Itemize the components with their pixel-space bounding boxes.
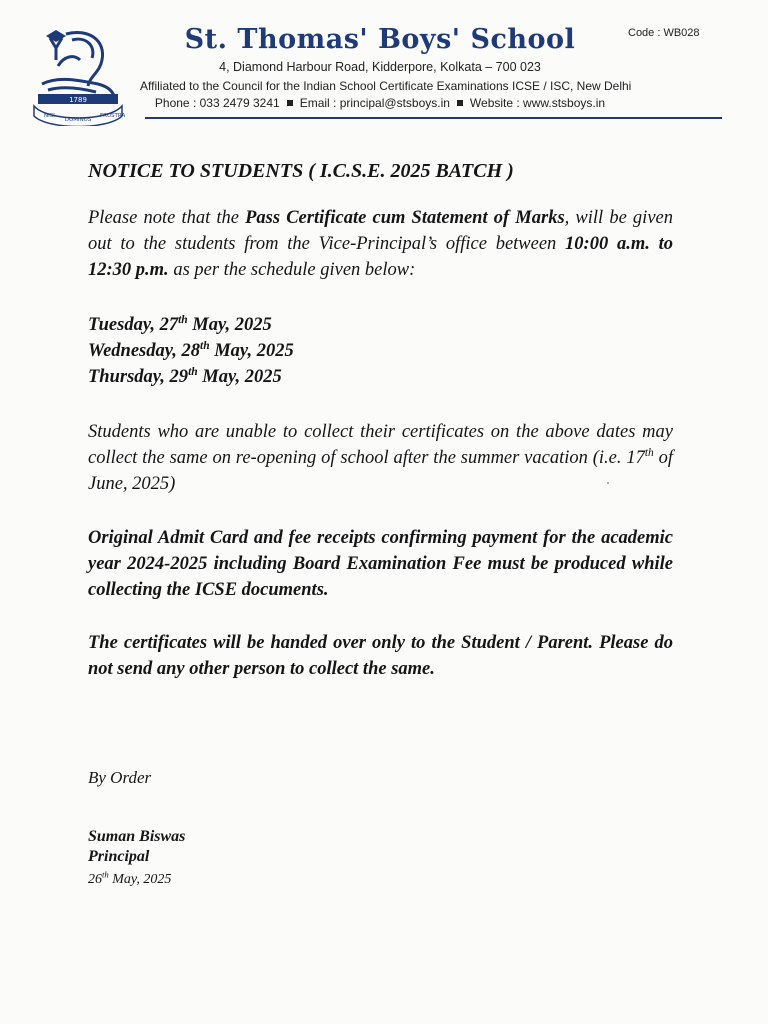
logo-motto-right: FRUSTRA [100, 113, 126, 119]
logo-motto-left: NISI [44, 113, 55, 119]
schedule-date: Wednesday, 28th May, 2025 [88, 339, 294, 361]
p2-text-b: of June, 2025) [88, 448, 674, 494]
signer-name: Suman Biswas [88, 828, 186, 845]
p1-bold-certificate: Pass Certificate cum Statement of Marks [245, 208, 565, 228]
by-order: By Order [88, 768, 152, 787]
p2-text-a: Students who are unable to collect their certificates on the above dates may collect the same on re-opening of school after the summer vacation (i.e. 17 [88, 422, 673, 468]
school-crest-logo [28, 26, 128, 126]
header-divider [145, 117, 722, 119]
phone-text: Phone : 033 2479 3241 [154, 96, 280, 110]
notice-paragraph-1 [88, 205, 673, 283]
notice-paragraph-4: The certificates will be handed over only to the Student / Parent. Please do not send any other person to collect the same. [88, 633, 673, 679]
p1-text-c: , will be given out to the students from the Vice-Principal’s office between [88, 208, 673, 254]
logo-year: 1789 [69, 96, 87, 104]
signer-title: Principal [88, 848, 150, 865]
scan-speck [607, 482, 609, 484]
p1-bold-time: 10:00 a.m. to 12:30 p.m. [88, 234, 673, 280]
bullet-square-icon [287, 100, 293, 106]
school-address: 4, Diamond Harbour Road, Kidderpore, Kolkata – 700 023 [219, 60, 541, 74]
notice-title: NOTICE TO STUDENTS ( I.C.S.E. 2025 BATCH ) [88, 160, 514, 182]
school-code: Code : WB028 [628, 27, 700, 39]
schedule-date: Thursday, 29th May, 2025 [88, 365, 282, 387]
notice-paragraph-2: Students who are unable to collect their certificates on the above dates may collect the same on re-opening of school after the summer vacation (i.e. 17th of June, 2025) [88, 422, 674, 494]
school-affiliation: Affiliated to the Council for the Indian School Certificate Examinations ICSE / ISC, New Delhi [140, 79, 632, 93]
p1-text-e: as per the schedule given below: [168, 260, 416, 280]
schedule-dates [88, 312, 673, 390]
notice-date: 26th May, 2025 [88, 869, 172, 887]
signature-block [88, 827, 673, 867]
contact-line [140, 96, 620, 110]
schedule-date: Tuesday, 27th May, 2025 [88, 313, 272, 335]
email-text: Email : principal@stsboys.in [299, 96, 450, 110]
school-name: St. Thomas' Boys' School [184, 24, 576, 55]
website-text: Website : www.stsboys.in [469, 96, 606, 110]
p1-text-a: Please note that the [88, 208, 246, 228]
logo-motto-center: DOMINUS [64, 117, 92, 123]
notice-paragraph-3: Original Admit Card and fee receipts confirming payment for the academic year 2024-2025 including Board Examination Fee must be produced while collecting the ICSE documents. [88, 528, 673, 600]
bullet-square-icon [457, 100, 463, 106]
